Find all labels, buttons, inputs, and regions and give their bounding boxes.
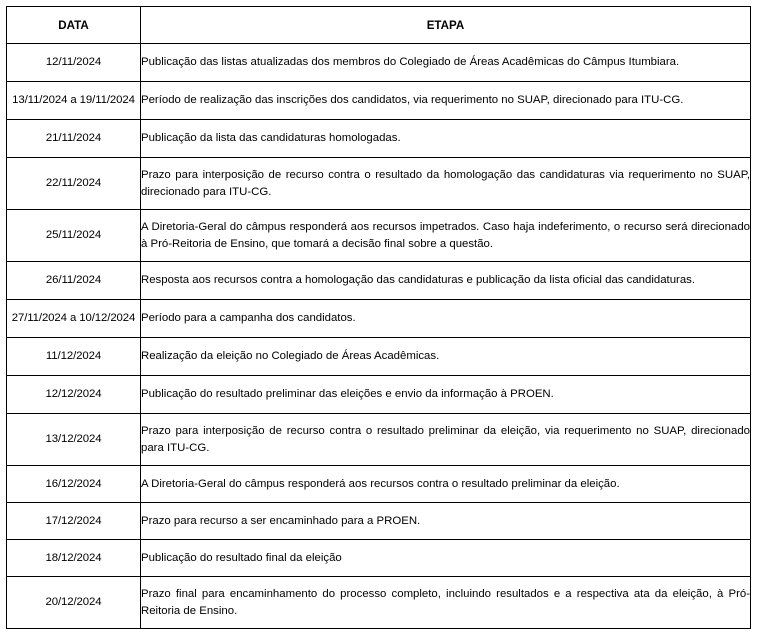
step-cell: Publicação do resultado final da eleição [141, 540, 751, 577]
table-row [7, 414, 751, 466]
date-cell: 16/12/2024 [7, 466, 141, 503]
table-row [7, 577, 751, 629]
step-cell: A Diretoria-Geral do câmpus responderá aos recursos impetrados. Caso haja indeferimento, o recurso será direcionado à Pró-Reitoria de Ensino, que tomará a decisão final sobre a questão. [141, 210, 751, 262]
table-row [7, 503, 751, 540]
step-cell: Prazo para interposição de recurso contra o resultado preliminar da eleição, via requerimento no SUAP, direcionado para ITU-CG. [141, 414, 751, 466]
schedule-table [6, 6, 751, 629]
table-row [7, 120, 751, 158]
date-cell: 13/12/2024 [7, 414, 141, 466]
table-header [7, 7, 751, 44]
header-row [7, 7, 751, 44]
date-cell: 22/11/2024 [7, 158, 141, 210]
date-cell: 21/11/2024 [7, 120, 141, 158]
step-cell: Prazo para recurso a ser encaminhado para a PROEN. [141, 503, 751, 540]
table-row [7, 466, 751, 503]
date-cell: 12/12/2024 [7, 376, 141, 414]
date-cell: 20/12/2024 [7, 577, 141, 629]
step-cell: Publicação das listas atualizadas dos membros do Colegiado de Áreas Acadêmicas do Câmpus Itumbiara. [141, 44, 751, 82]
step-cell: Prazo para interposição de recurso contra o resultado da homologação das candidaturas via requerimento no SUAP, direcionado para ITU-CG. [141, 158, 751, 210]
table-row [7, 262, 751, 300]
date-cell: 12/11/2024 [7, 44, 141, 82]
table-row [7, 210, 751, 262]
date-cell: 27/11/2024 a 10/12/2024 [7, 300, 141, 338]
step-cell: Realização da eleição no Colegiado de Áreas Acadêmicas. [141, 338, 751, 376]
step-cell: Prazo final para encaminhamento do processo completo, incluindo resultados e a respectiva ata da eleição, à Pró-Reitoria de Ensino. [141, 577, 751, 629]
table-row [7, 300, 751, 338]
table-body [7, 44, 751, 629]
table-row [7, 376, 751, 414]
step-cell: Período de realização das inscrições dos candidatos, via requerimento no SUAP, direcionado para ITU-CG. [141, 82, 751, 120]
table-row [7, 44, 751, 82]
table-row [7, 540, 751, 577]
date-cell: 18/12/2024 [7, 540, 141, 577]
step-cell: Resposta aos recursos contra a homologação das candidaturas e publicação da lista oficial das candidaturas. [141, 262, 751, 300]
step-cell: A Diretoria-Geral do câmpus responderá aos recursos contra o resultado preliminar da eleição. [141, 466, 751, 503]
table-row [7, 338, 751, 376]
table-row [7, 158, 751, 210]
column-header-date: DATA [7, 7, 141, 44]
step-cell: Publicação do resultado preliminar das eleições e envio da informação à PROEN. [141, 376, 751, 414]
date-cell: 17/12/2024 [7, 503, 141, 540]
step-cell: Período para a campanha dos candidatos. [141, 300, 751, 338]
date-cell: 11/12/2024 [7, 338, 141, 376]
date-cell: 26/11/2024 [7, 262, 141, 300]
column-header-step: ETAPA [141, 7, 751, 44]
step-cell: Publicação da lista das candidaturas homologadas. [141, 120, 751, 158]
table-row [7, 82, 751, 120]
date-cell: 13/11/2024 a 19/11/2024 [7, 82, 141, 120]
date-cell: 25/11/2024 [7, 210, 141, 262]
